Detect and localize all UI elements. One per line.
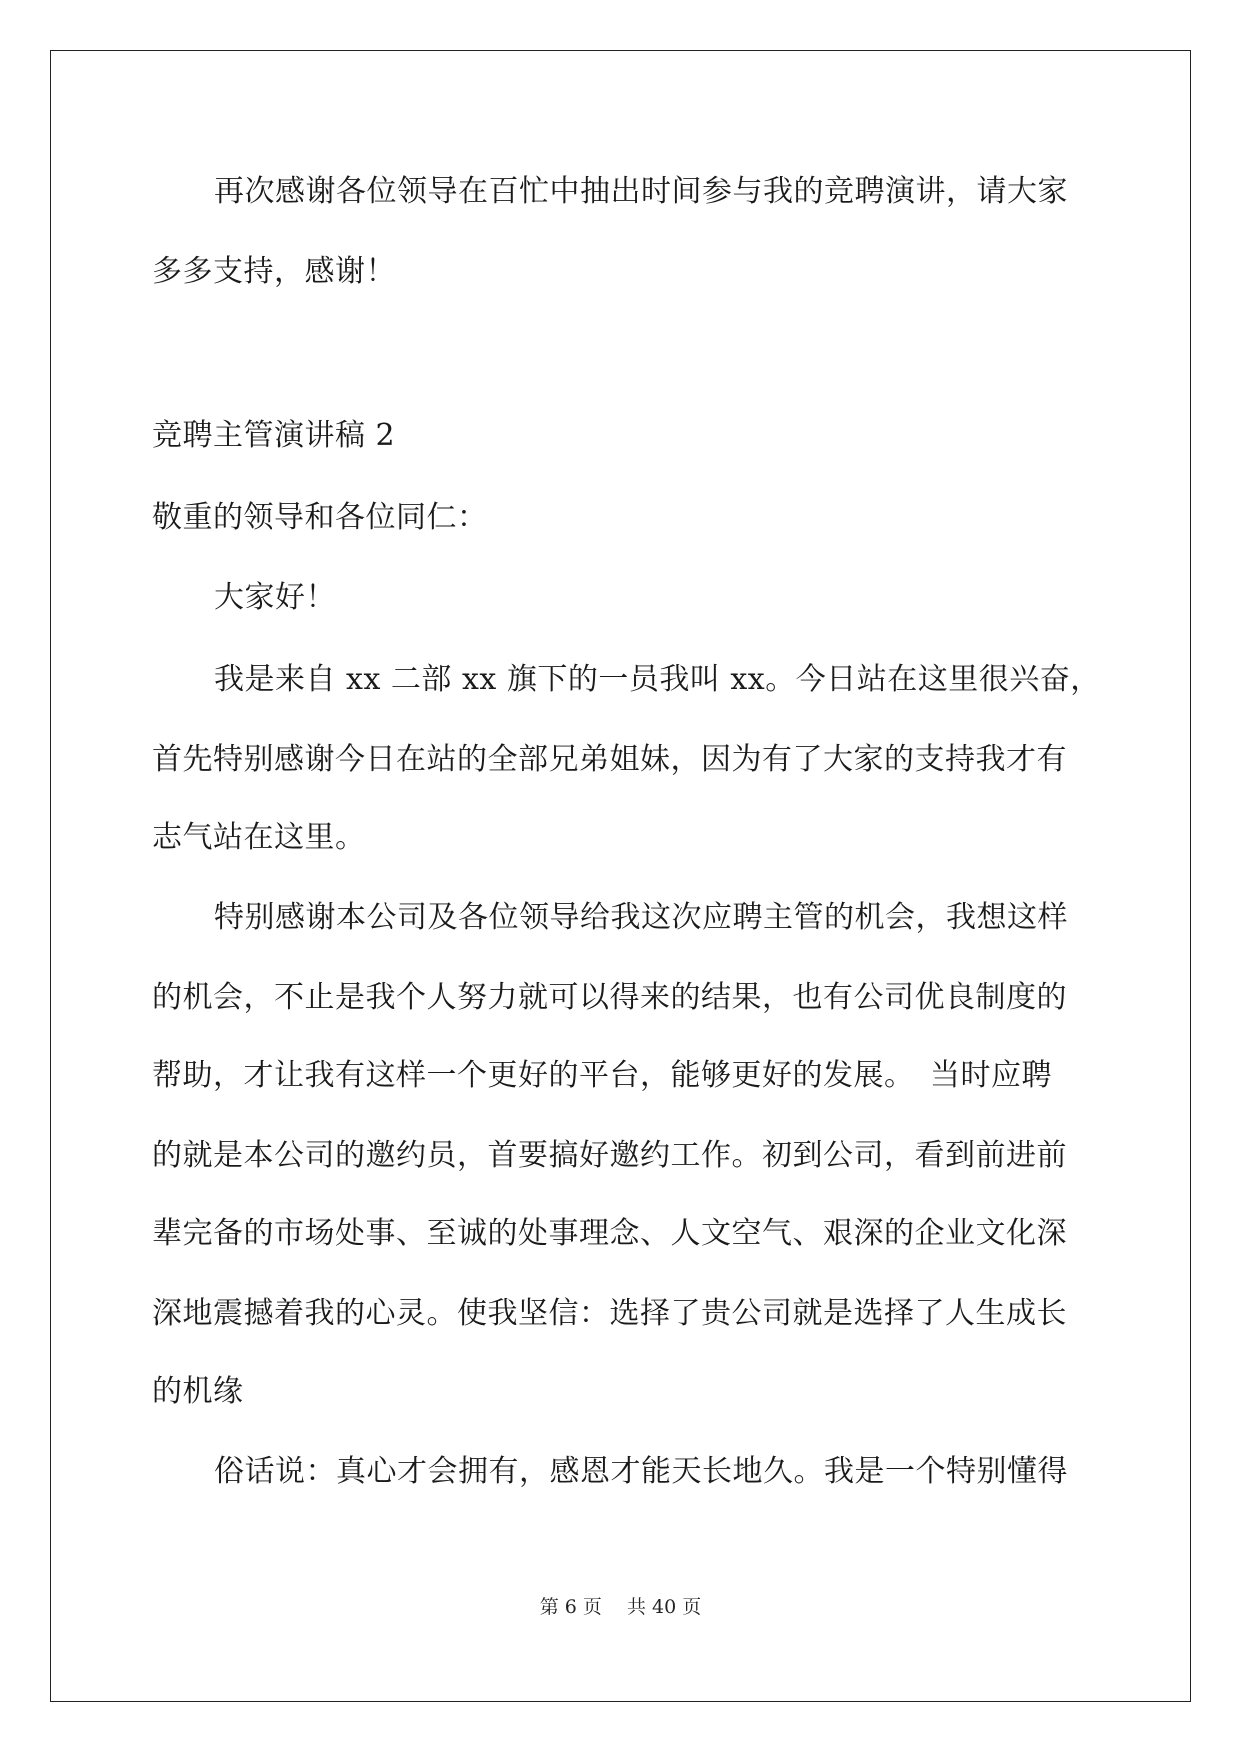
paragraph-gratitude-line-4: 的就是本公司的邀约员，首要搞好邀约工作。初到公司，看到前进前 [152, 1138, 1067, 1173]
paragraph-intro-line-2: 首先特别感谢今日在站的全部兄弟姐妹，因为有了大家的支持我才有 [152, 742, 1067, 777]
paragraph-gratitude-line-7: 的机缘 [152, 1374, 244, 1409]
paragraph-thanks-line-2: 多多支持，感谢！ [152, 254, 396, 289]
paragraph-gratitude-line-2: 的机会，不止是我个人努力就可以得来的结果，也有公司优良制度的 [152, 980, 1067, 1015]
paragraph-gratitude-line-1: 特别感谢本公司及各位领导给我这次应聘主管的机会，我想这样 [214, 900, 1068, 935]
paragraph-intro-line-1: 我是来自 xx 二部 xx 旗下的一员我叫 xx。今日站在这里很兴奋， [214, 662, 1101, 697]
salutation: 敬重的领导和各位同仁： [152, 500, 488, 535]
paragraph-thanks-line-1: 再次感谢各位领导在百忙中抽出时间参与我的竞聘演讲，请大家 [214, 174, 1068, 209]
paragraph-gratitude-line-5: 辈完备的市场处事、至诚的处事理念、人文空气、艰深的企业文化深 [152, 1216, 1067, 1251]
paragraph-gratitude-line-6: 深地震撼着我的心灵。使我坚信：选择了贵公司就是选择了人生成长 [152, 1296, 1067, 1331]
paragraph-proverb-line-1: 俗话说：真心才会拥有，感恩才能天长地久。我是一个特别懂得 [214, 1454, 1068, 1489]
paragraph-intro-line-3: 志气站在这里。 [152, 820, 366, 855]
document-title: 竞聘主管演讲稿 2 [152, 418, 396, 453]
greeting: 大家好！ [214, 580, 336, 615]
page-number-footer: 第 6 页 共 40 页 [539, 1596, 702, 1618]
paragraph-gratitude-line-3: 帮助，才让我有这样一个更好的平台，能够更好的发展。 当时应聘 [152, 1058, 1052, 1093]
